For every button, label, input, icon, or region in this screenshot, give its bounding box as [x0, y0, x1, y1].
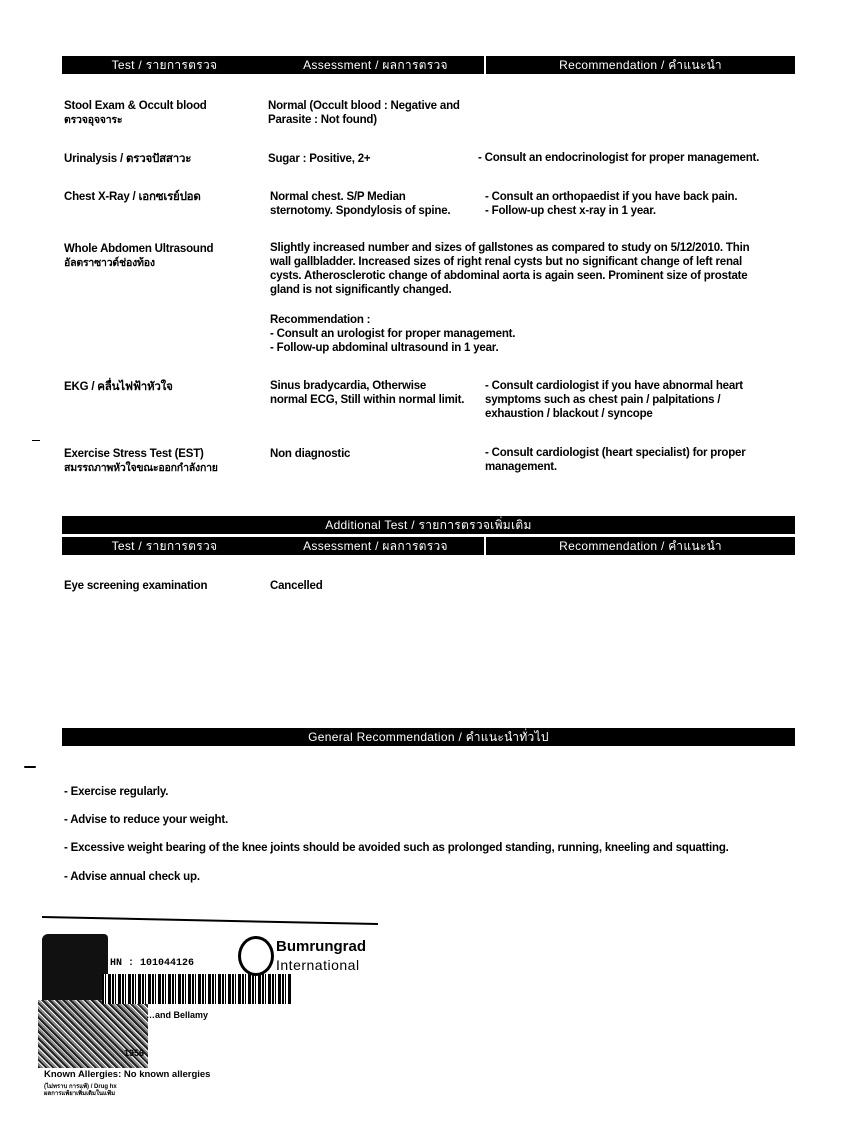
test-name-th: สมรรถภาพหัวใจขณะออกกำลังกาย	[64, 462, 218, 474]
allergy-note-line: (ไม่ทราบ การแพ้) / Drug hx	[44, 1084, 117, 1090]
general-item: - Advise annual check up.	[64, 871, 200, 883]
header-assessment: Assessment / ผลการตรวจ	[303, 58, 448, 72]
row-est-assessment: Non diagnostic	[270, 448, 351, 460]
general-item: - Advise to reduce your weight.	[64, 814, 228, 826]
known-allergies	[44, 1068, 210, 1082]
row-chest-xray-assessment: Normal chest. S/P Median sternotomy. Spondylosis of spine.	[270, 191, 451, 217]
row-urinalysis-test: Urinalysis / ตรวจปัสสาวะ	[64, 153, 192, 165]
header-recommendation: Recommendation / คำแนะนำ	[484, 537, 795, 555]
row-stool-test	[64, 99, 264, 127]
test-name-en: Exercise Stress Test (EST)	[64, 448, 204, 460]
allergies-label: Known Allergies:	[44, 1069, 122, 1080]
row-ultrasound-assessment: Slightly increased number and sizes of gallstones as compared to study on 5/12/2010. Thin wall gallbladder. Increased sizes of right renal cysts but no significant change of left renal cysts. Atherosclerotic change of abdominal aorta is again seen. Prominent size of prostate gland is not significantly changed.	[270, 242, 750, 296]
row-stool-assessment: Normal (Occult blood : Negative and Parasite : Not found)	[268, 100, 460, 126]
test-name-th: ตรวจอุจจาระ	[64, 114, 123, 126]
test-name-th: อัลตราซาวด์ช่องท้อง	[64, 257, 155, 269]
row-urinalysis-recommendation: - Consult an endocrinologist for proper management.	[478, 152, 760, 164]
header-recommendation: Recommendation / คำแนะนำ	[484, 56, 795, 74]
allergies-value: No known allergies	[123, 1069, 211, 1080]
general-recommendation-title-bar	[62, 728, 795, 746]
row-est-test	[64, 447, 264, 475]
header-test: Test / รายการตรวจ	[111, 539, 218, 553]
hn-label: HN :	[110, 958, 135, 969]
test-name-en: Whole Abdomen Ultrasound	[64, 243, 214, 255]
patient-barcode	[102, 974, 292, 1004]
recommendation-title: Recommendation :	[270, 314, 371, 326]
general-recommendation-title: General Recommendation / คำแนะนำทั่วไป	[308, 730, 549, 744]
scan-mark	[32, 440, 40, 441]
patient-dob: 1956	[124, 1048, 145, 1058]
results-table-header	[62, 56, 795, 74]
row-est-recommendation: - Consult cardiologist (heart specialist) for proper management.	[485, 447, 746, 473]
recommendation-lines: - Consult an urologist for proper management. - Follow-up abdominal ultrasound in 1 year.	[270, 328, 516, 354]
header-assessment: Assessment / ผลการตรวจ	[303, 539, 448, 553]
row-ekg-assessment: Sinus bradycardia, Otherwise normal ECG, Still within normal limit.	[270, 380, 465, 406]
row-ekg-recommendation: - Consult cardiologist if you have abnormal heart symptoms such as chest pain / palpitations / exhaustion / blackout / syncope	[485, 380, 743, 420]
additional-table-header	[62, 537, 795, 555]
additional-test-title: Additional Test / รายการตรวจเพิ่มเติม	[325, 518, 532, 532]
hn-number	[110, 957, 194, 971]
hospital-name: Bumrungrad	[276, 938, 366, 955]
row-ekg-test: EKG / คลื่นไฟฟ้าหัวใจ	[64, 381, 173, 393]
row-eye-screening-test: Eye screening examination	[64, 580, 208, 592]
allergy-note-line: ผลการแพ้ยาเพิ่มเติมในแฟ้ม	[44, 1091, 116, 1097]
row-urinalysis-assessment: Sugar : Positive, 2+	[268, 153, 371, 165]
header-test: Test / รายการตรวจ	[111, 58, 218, 72]
general-item: - Excessive weight bearing of the knee joints should be avoided such as prolonged standing, running, kneeling and squatting.	[64, 842, 729, 854]
patient-id-card	[38, 912, 378, 1102]
hospital-logo-icon	[238, 936, 274, 976]
card-border	[42, 916, 378, 925]
row-chest-xray-test: Chest X-Ray / เอกซเรย์ปอด	[64, 191, 201, 203]
additional-test-title-bar	[62, 516, 795, 534]
row-ultrasound-recommendation	[270, 313, 670, 355]
hospital-subtitle: International	[276, 957, 360, 973]
row-chest-xray-recommendation: - Consult an orthopaedist if you have back pain. - Follow-up chest x-ray in 1 year.	[485, 191, 738, 217]
scan-mark	[24, 766, 36, 768]
allergy-note	[44, 1084, 117, 1098]
row-eye-screening-assessment: Cancelled	[270, 580, 323, 592]
hn-value: 101044126	[140, 958, 195, 969]
row-ultrasound-test	[64, 242, 264, 270]
patient-name: …and Bellamy	[146, 1010, 209, 1020]
general-item: - Exercise regularly.	[64, 786, 169, 798]
test-name-en: Stool Exam & Occult blood	[64, 100, 207, 112]
